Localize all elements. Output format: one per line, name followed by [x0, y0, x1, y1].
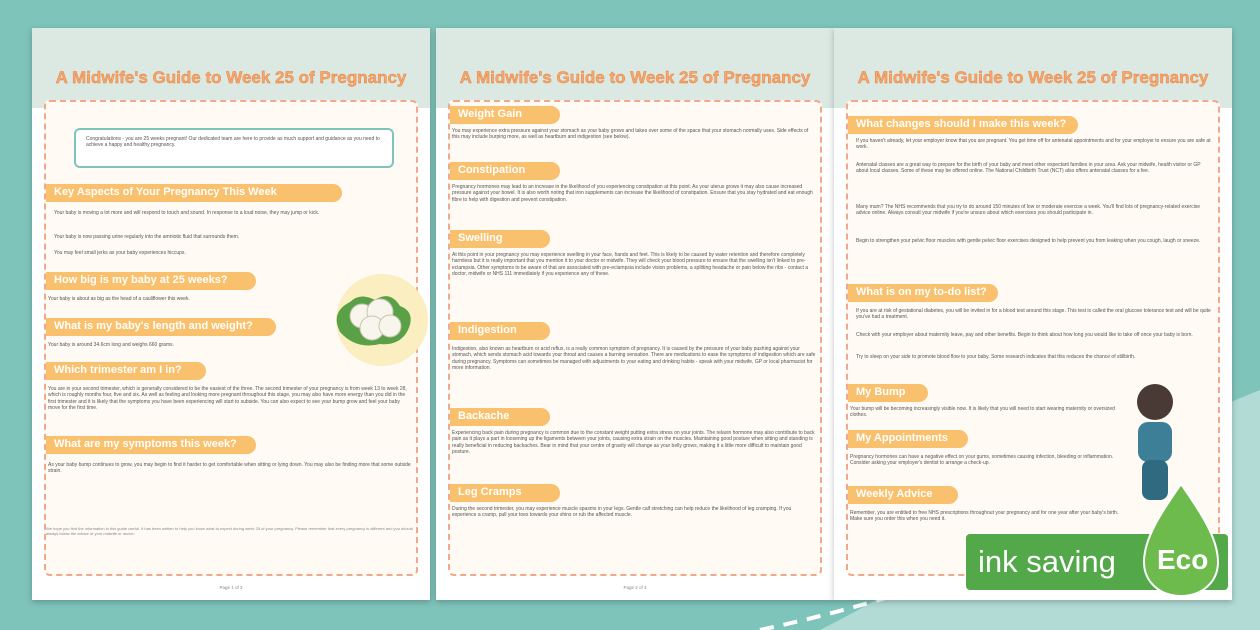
section-text: During the second trimester, you may experience muscle spasms in your legs. Gentle calf stretching can help reduce the likelihood of leg cramping. If you experience a cramp, pull your toes towards your shins or rub the affected muscle.	[452, 506, 792, 519]
section-text: You are in your second trimester, which is generally considered to be the easiest of the three. The second trimester of your pregnancy is from week 13 to week 28, which is roughly months four, five and six. As well as feeling and looking more pregnant throughout this stage, you may also have more energy than you did in the first trimester and it is likely that the symptoms you have been experiencing will start to subside. You can also expect to see your bump grow and feel your baby move for the first time.	[48, 386, 407, 412]
section-header: Backache	[450, 408, 550, 426]
section-text: Pregnancy hormones can have a negative effect on your gums, sometimes causing infection, bleeding or inflammation. Consider asking your employer's dentist to arrange a check-up.	[850, 454, 1114, 467]
section-text: At this point in your pregnancy you may experience swelling in your face, hands and feet. This is likely to be caused by water retention and therefore completely harmless but it is really important that you mention it to your doctor or midwife. They will check your blood pressure to ensure that the swelling isn't linked to pre-eclampsia. Other symptoms to be aware of that are associated with pre-eclampsia include vision problems, a splitting headache or pain below the ribs - contact a doctor, midwife or NHS 111 immediately if you experience any of these.	[452, 252, 809, 278]
guide-page-2	[436, 28, 834, 600]
section-header: What changes should I make this week?	[848, 116, 1078, 134]
page-number: Page 2 of 3	[623, 585, 647, 590]
section-header: Key Aspects of Your Pregnancy This Week	[46, 184, 342, 202]
section-text: Pregnancy hormones may lead to an increase in the likelihood of you experiencing constipation at this point. As your uterus grows it may also cause increased pressure against your bowel. It is also worth noting that iron supplements can increase the likelihood of constipation. Ensure that you stay hydrated and eat enough fibre to help with digestion and prevent constipation.	[452, 184, 813, 203]
section-text: Your bump will be becoming increasingly visible now. It is likely that you will need to start wearing maternity or oversized clothes.	[850, 406, 1115, 419]
page-number: Page 1 of 3	[219, 585, 243, 590]
section-header: What is on my to-do list?	[848, 284, 998, 302]
section-header: My Appointments	[848, 430, 968, 448]
section-header: What are my symptoms this week?	[46, 436, 256, 454]
section-header: Swelling	[450, 230, 550, 248]
page-title: A Midwife's Guide to Week 25 of Pregnancy	[55, 68, 407, 87]
eco-leaf-icon	[1142, 484, 1220, 596]
section-text: Experiencing back pain during pregnancy is common due to the constant weight putting extra stress on your joints. The relaxin hormone may also contribute to back pain as it plays a part in loosening up the ligaments between your joints, causing extra strain on the muscles. Maintaining good posture when sitting and standing is really beneficial in reducing backaches. Bear in mind that your centre of gravity will change as your belly grows, making it a little more difficult to maintain good posture.	[452, 430, 815, 456]
bullet-item: Try to sleep on your side to promote blood flow to your baby. Some research indicates that this reduces the chance of stillbirth.	[856, 354, 1136, 360]
bullet-item: If you haven't already, let your employer know that you are pregnant. You get time off for antenatal appointments and for your employer to ensure you are safe at work.	[856, 138, 1211, 151]
bullet-item: Check with your employer about maternity leave, pay and other benefits. Begin to think about how long you would like to take off once your baby is born.	[856, 332, 1193, 338]
section-header: Weight Gain	[450, 106, 560, 124]
section-header: Which trimester am I in?	[46, 362, 206, 380]
ink-saving-label: ink saving	[978, 544, 1116, 579]
section-header: How big is my baby at 25 weeks?	[46, 272, 256, 290]
section-header: Leg Cramps	[450, 484, 560, 502]
bullet-item: Begin to strengthen your pelvic floor muscles with gentle pelvic floor exercises designed to help prevent you from leaking when you cough, laugh or sneeze.	[856, 238, 1201, 244]
section-text: Remember, you are entitled to free NHS prescriptions throughout your pregnancy and for one year after your baby's birth. Make sure you order this when you need it.	[850, 510, 1119, 523]
page-title: A Midwife's Guide to Week 25 of Pregnancy	[857, 68, 1209, 87]
bullet-item: Antenatal classes are a great way to prepare for the birth of your baby and meet other expectant families in your area. Ask your midwife, health visitor or GP about local classes. Some of these may be offered online. The National Childbirth Trust (NCT) also offers antenatal classes for a fee.	[856, 162, 1201, 175]
section-header: Indigestion	[450, 322, 550, 340]
section-text: Indigestion, also known as heartburn or acid reflux, is a really common symptom of pregnancy. It is caused by the pressure of your baby pushing against your stomach, which sends stomach acid towards your throat and causes a burning sensation. There are medications to ease the symptoms of indigestion which are safe during pregnancy. Symptoms can sometimes be managed with adjustments to your eating and drinking habits - speak with your midwife, GP or local pharmacist for more information.	[452, 346, 816, 372]
section-text: Your baby is about as big as the head of a cauliflower this week.	[48, 296, 190, 302]
section-text: You may experience extra pressure against your stomach as your baby grows and takes over some of the space that your stomach normally uses. Side effects of this may include burping more, as well as heartburn and indigestion (see below).	[452, 128, 809, 141]
section-text: As your baby bump continues to grow, you may begin to find it harder to get comfortable when sitting or lying down. You may also be finding more that some outside strain.	[48, 462, 411, 475]
section-header: My Bump	[848, 384, 928, 402]
intro-box: Congratulations - you are 25 weeks pregnant! Our dedicated team are here to provide as much support and guidance as you need to achieve a happy and healthy pregnancy.	[74, 128, 394, 168]
bullet-item: Your baby is now passing urine regularly into the amniotic fluid that surrounds them.	[54, 234, 240, 240]
section-header: Weekly Advice	[848, 486, 958, 504]
bullet-item: If you are at risk of gestational diabetes, you will be invited in for a blood test around this stage. This test is called the oral glucose tolerance test and will be quite you've had a treatment.	[856, 308, 1211, 321]
page-title: A Midwife's Guide to Week 25 of Pregnancy	[459, 68, 811, 87]
section-header: Constipation	[450, 162, 560, 180]
bullet-item: You may feel small jerks as your baby experiences hiccups.	[54, 250, 186, 256]
bullet-item: Your baby is moving a lot more and will respond to touch and sound. In response to a loud noise, they may jump or kick.	[54, 210, 320, 216]
cauliflower-icon	[320, 272, 430, 372]
eco-label: Eco	[1157, 544, 1209, 575]
bullet-item: Many mum? The NHS recommends that you try to do around 150 minutes of low or moderate exercise a week. You'll find lots of pregnancy-related exercise advice online. Always consult your midwife if you're unsure about which exercises you should participate in.	[856, 204, 1201, 217]
footer-note: We hope you find the information in this guide useful. It has been written to help you know what to expect during week 25 of your pregnancy. Please remember that every pregnancy is different and you should always follow the advice of your midwife or doctor.	[46, 526, 413, 536]
section-text: Your baby is around 34.6cm long and weighs 660 grams.	[48, 342, 175, 348]
section-header: What is my baby's length and weight?	[46, 318, 276, 336]
